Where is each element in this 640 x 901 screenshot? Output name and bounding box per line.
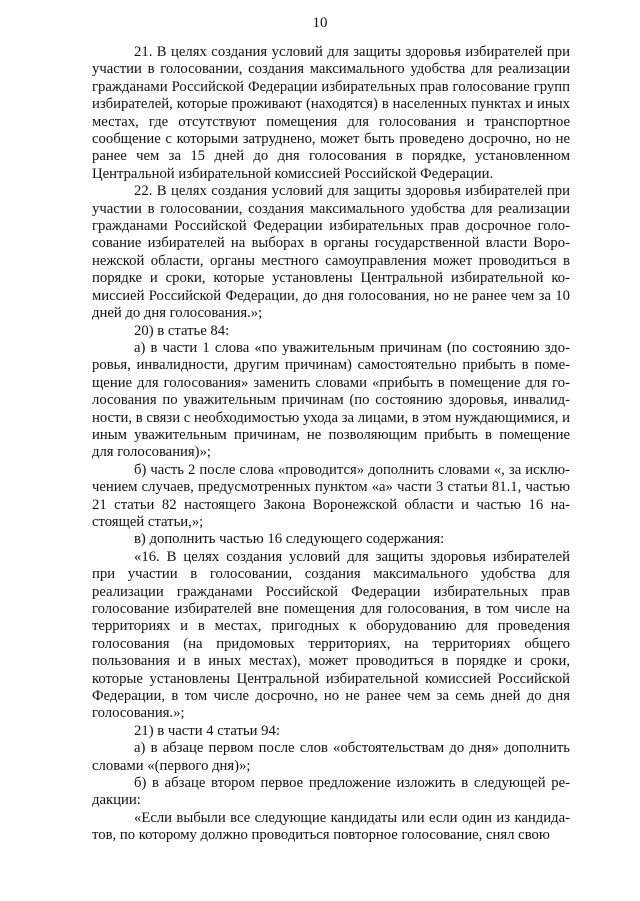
quoted-new-text: «Если выбыли все следующие кандидаты или если один из кандидатов, по которому должно проводиться повторное голосование, снял свою [92,809,570,844]
paragraph-22: 22. В целях создания условий для защиты здоровья избирателей при участии в голосовании, создания максимального удобства для реализации гражданами Российской Федерации избирательных прав досрочное голосование избирателей на выборах в органы государственной власти Воронежской области, органы местного самоуправления может проводиться в порядке и сроки, которые установлены Центральной избирательной комиссией Российской Федерации, до дня голосования, но не ранее чем за 10 дней до дня голосования.»; [92,183,570,322]
subitem-b-second-para: б) в абзаце втором первое предложение изложить в следующей редакции: [92,775,570,809]
subitem-a-first-para: а) в абзаце первом после слов «обстоятельствам до дня» дополнить словами «(первого дня)»; [92,740,570,774]
document-body [92,44,570,845]
paragraph-21: 21. В целях создания условий для защиты здоровья избирателей при участии в голосовании, создания максимального удобства для реализации гражданами Российской Федерации избирательных прав голосование групп избирателей, которые проживают (находятся) в населенных пунктах и иных местах, где отсутствуют помещения для голосования и транспортное сообщение с которыми затруднено, может быть проведено досрочно, но не ранее чем за 15 дней до дня голосования в порядке, установленном Центральной избирательной комиссией Российской Федерации. [92,44,570,182]
subitem-b-part-2: б) часть 2 после слова «проводится» дополнить словами «, за исключением случаев, предусмотренных пунктом «а» части 3 статьи 81.1, частью 21 статьи 82 настоящего Закона Воронежской области и частью 16 настоящей статьи,»; [92,461,570,530]
page-number: 10 [312,15,328,31]
item-21-heading: 21) в части 4 статьи 94: [134,722,280,739]
subitem-v-add-part-16: в) дополнить частью 16 следующего содержания: [134,531,445,548]
subitem-a-part-1: а) в части 1 слова «по уважительным причинам (по состоянию здоровья, инвалидности, другим причинам) самостоятельно прибыть в помещение для голосования» заменить словами «прибыть в помещение для голосования по уважительным причинам (по состоянию здоровья, инвалидности, в связи с необходимостью ухода за лицами, в этом нуждающимися, и иным уважительным причинам, не позволяющим прибыть в помещение для голосования)»; [92,339,570,461]
paragraph-16-text: «16. В целях создания условий для защиты здоровья избирателей при участии в голосовании, создания максимального удобства для реализации гражданами Российской Федерации избирательных прав голосование избирателей вне помещения для голосования, в том числе на территориях и в местах, пригодных к оборудованию для проведения голосования (на придомовых территориях, на территориях общего пользования и в иных местах), может проводиться в порядке и сроки, которые установлены Центральной избирательной комиссией Российской Федерации, в том числе досрочно, но не ранее чем за семь дней до дня голосования.»; [92,548,570,722]
item-20-heading: 20) в статье 84: [134,322,230,339]
